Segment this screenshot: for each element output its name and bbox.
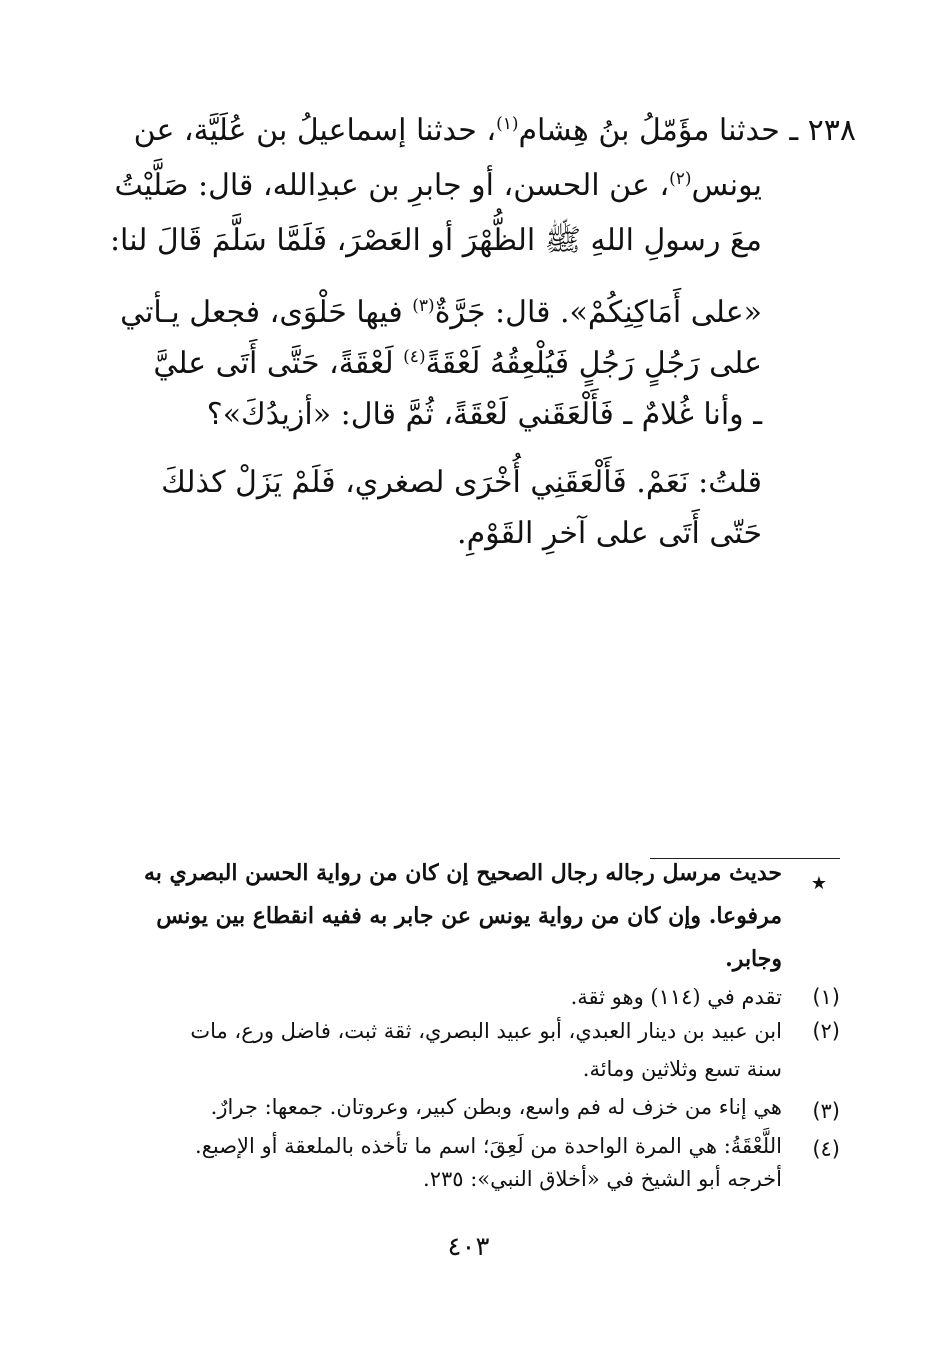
footnote-ref-1: (١): [496, 114, 519, 134]
footnote-marker-3: (٣): [812, 1099, 840, 1123]
star-marker: ★: [810, 873, 827, 894]
hadith-line-5: [130, 341, 762, 387]
footnote-marker-4: (٤): [812, 1137, 840, 1161]
footnote-star-line: حديث مرسل رجاله رجال الصحيح إن كان من رواية الحسن البصري به: [143, 860, 782, 886]
hadith-text-segment: قلتُ: نَعَمْ. فَأَلْعَقَنِي أُخْرَى لصغري، فَلَمْ يَزَلْ كذلكَ: [161, 465, 762, 500]
footnote-4-line: أخرجه أبو الشيخ في «أخلاق النبي»: ٢٣٥.: [423, 1167, 782, 1191]
footnote-marker-2: (٢): [812, 1019, 840, 1043]
hadith-text-segment: معَ رسولِ اللهِ ﷺ الظُّهْرَ أو العَصْرَ، فَلَمَّا سَلَّمَ قَالَ لنا:: [109, 223, 762, 258]
footnote-2-line: سنة تسع وثلاثين ومائة.: [582, 1057, 782, 1081]
hadith-line-4: [120, 290, 762, 336]
footnote-2-line: ابن عبيد بن دينار العبدي، أبو عبيد البصري، ثقة ثبت، فاضل ورع، مات: [190, 1019, 782, 1043]
hadith-line-8: [130, 511, 762, 557]
hadith-text-segment: ـ وأنا غُلامٌ ـ فَأَلْعَقَني لَعْقَةً، ثُمَّ قال: «أزيدُكَ»؟: [206, 397, 762, 432]
hadith-text-segment: حَتّى أَتَى على آخرِ القَوْمِ.: [457, 516, 762, 551]
footnote-3-line: هي إناء من خزف له فم واسع، وبطن كبير، وعروتان. جمعها: جرارٌ.: [210, 1095, 782, 1119]
hadith-line-6: [130, 392, 762, 438]
footnote-ref-3: (٣): [412, 296, 435, 316]
hadith-text-segment: فيها حَلْوَى، فجعل يـأتي: [120, 295, 413, 330]
hadith-text-segment: لَعْقَةً، حَتَّى أَتَى عليَّ: [153, 346, 404, 381]
hadith-line-1: [130, 108, 856, 154]
page-number: ٤٠٣: [447, 1232, 490, 1262]
footnote-marker-1: (١): [812, 985, 840, 1009]
hadith-text-segment: ، حدثنا إسماعيلُ بن عُلَيَّة، عن: [133, 113, 497, 148]
footnote-star-line: وجابر.: [725, 946, 782, 972]
footnote-ref-2: (٢): [669, 169, 692, 189]
hadith-text-segment: يونس: [691, 168, 762, 203]
hadith-number: ٢٣٨ ـ: [789, 113, 856, 148]
hadith-line-3: [109, 218, 762, 264]
footnote-4-line: اللَّعْقَةُ: هي المرة الواحدة من لَعِقَ؛ اسم ما تأخذه بالملعقة أو الإصبع.: [195, 1134, 782, 1158]
hadith-text-segment: على رَجُلٍ رَجُلٍ فَيُلْعِقُهُ لَعْقَةً: [425, 346, 762, 381]
footnote-ref-4: (٤): [403, 347, 426, 367]
hadith-line-7: [130, 460, 762, 506]
footnote-star-line: مرفوعا. وإن كان من رواية يونس عن جابر به ففيه انقطاع بين يونس: [156, 903, 782, 929]
hadith-text-segment: حدثنا مؤَمّلُ بنُ هِشام: [518, 113, 780, 148]
hadith-text-segment: «على أَمَاكِنِكُمْ». قال: جَرَّةٌ: [434, 295, 762, 330]
footnote-1-line: تقدم في (١١٤) وهو ثقة.: [570, 985, 782, 1009]
hadith-line-2: [114, 163, 762, 209]
hadith-text-segment: ، عن الحسن، أو جابرِ بن عبدِالله، قال: صَلَّيْتُ: [114, 168, 670, 203]
